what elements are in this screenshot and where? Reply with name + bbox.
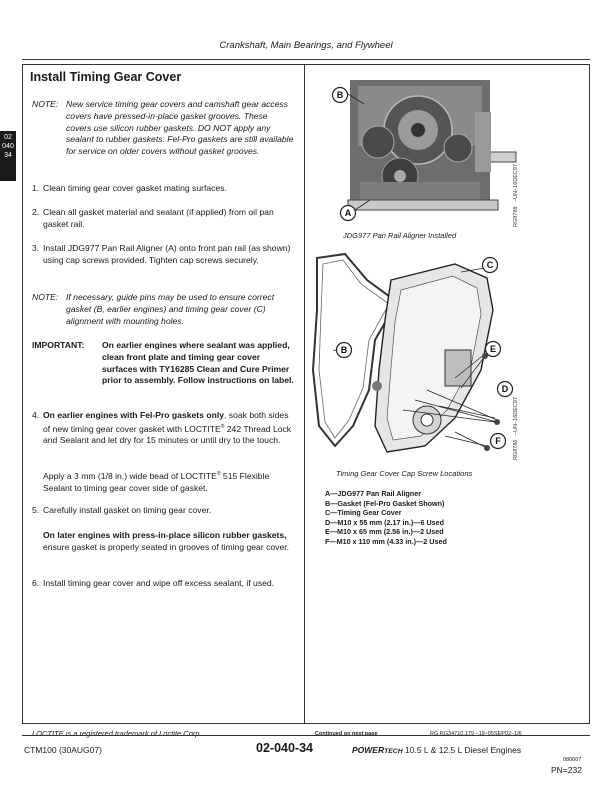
step-5-sub-bold: On later engines with press-in-place silicon rubber gaskets,: [43, 530, 287, 540]
step-number: 2.: [32, 207, 40, 217]
callout-label: A: [344, 208, 352, 219]
figure1-code-un: –UN–16DEC97: [513, 163, 519, 202]
figure2-code-un: –UN–16DEC97: [513, 396, 519, 435]
step-4-text-b: 242 Thread Lock and Sealant and let dry for 15 minutes or until dry to the touch.: [43, 423, 292, 446]
step-5: [32, 505, 294, 517]
step-text: Install timing gear cover and wipe off excess sealant, if used.: [43, 578, 275, 588]
page-number: 02-040-34: [256, 741, 313, 755]
callout-label: B: [340, 345, 348, 356]
legend-item-f: F—M10 x 110 mm (4.33 in.)—2 Used: [325, 536, 447, 546]
callout-b-figure1: [330, 86, 354, 110]
step-number: 3.: [32, 243, 40, 253]
step-number: 4.: [32, 410, 40, 420]
header-rule: [22, 59, 590, 60]
step-text: Clean all gasket material and sealant (if applied) from oil pan gasket rail.: [43, 207, 274, 229]
figure1-code: [513, 164, 519, 227]
figure1-code-id: RG9788: [513, 206, 519, 227]
trademark-footnote: LOCTITE is a registered trademark of Loctite Corp.: [32, 729, 202, 738]
section-tab-line1: 02: [4, 134, 12, 141]
section-tab-line3: 34: [4, 152, 12, 159]
legend-item-e: E—M10 x 65 mm (2.56 in.)—2 Used: [325, 527, 444, 537]
step-2: [32, 207, 294, 231]
product-line: [352, 745, 521, 755]
reference-code: RG,RG34710,179 –19–05SEP02–1/6: [430, 731, 522, 737]
figure2-code-id: RG9786: [513, 439, 519, 460]
callout-a-figure1: [338, 203, 362, 227]
continued-notice: Continued on next page: [315, 731, 378, 737]
section-tab: [0, 131, 16, 181]
step-4-bold: On earlier engines with Fel-Pro gaskets only: [43, 410, 224, 420]
step-text: Install JDG977 Pan Rail Aligner (A) onto front pan rail (as shown) using cap screws provided. Tighten cap screws securely.: [43, 243, 291, 265]
callout-f: [489, 432, 509, 452]
step-4-sub-b: 515 Flexible Sealant to timing gear cover side of gasket.: [43, 470, 270, 493]
legend-item-a: A—JDG977 Pan Rail Aligner: [325, 489, 421, 498]
step-5-sub-text: ensure gasket is properly seated in grooves of timing gear cover.: [43, 541, 290, 552]
section-tab-line2: 040: [2, 143, 14, 150]
running-header: Crankshaft, Main Bearings, and Flywheel: [219, 40, 393, 51]
callout-label: C: [486, 260, 494, 271]
note-text: If necessary, guide pins may be used to ensure correct gasket (B, earlier engines) and timing gear cover (C) alignment with mounting holes.: [66, 292, 275, 326]
step-4-sub-a: Apply a 3 mm (1/8 in.) wide bead of LOCTITE: [43, 470, 217, 481]
registered-mark: ®: [216, 471, 221, 477]
note-text: New service timing gear covers and camshaft gear access covers have pressed-in-place gasket grooves. These covers use silicon rubber gaskets. DO NOT apply any sealant to rubber gaskets. Fel-Pro gaskets are still available for service on older covers without gasket grooves.: [66, 99, 294, 157]
brand-tech: TECH: [384, 748, 403, 755]
figure-legend: [325, 489, 447, 547]
brand-power: POWER: [352, 745, 385, 755]
callout-e: [484, 340, 504, 360]
important-text: On earlier engines where sealant was applied, clean front plate and timing gear cover surfaces with TY16285 Clean and Cure Primer prior to assembly. Follow instructions on label.: [102, 340, 294, 386]
step-text: [32, 410, 294, 447]
footer-rule: [22, 735, 590, 736]
figure1-caption: JDG977 Pan Rail Aligner Installed: [343, 231, 457, 240]
callout-b-figure2: [335, 341, 355, 361]
note-label: NOTE:: [32, 292, 59, 302]
note-block-1: [32, 99, 294, 158]
step-text: Carefully install gasket on timing gear cover.: [43, 505, 212, 515]
step-number: 6.: [32, 578, 40, 588]
callout-label: B: [336, 90, 344, 101]
note-block-2: [32, 292, 294, 327]
important-label: IMPORTANT:: [32, 340, 85, 350]
step-5-sub: [43, 530, 293, 554]
step-4: [32, 410, 294, 447]
step-number: 1.: [32, 183, 40, 193]
important-block: [32, 340, 294, 387]
section-title: Install Timing Gear Cover: [30, 70, 182, 84]
manual-id: CTM100 (30AUG07): [24, 745, 102, 755]
step-text: Clean timing gear cover gasket mating surfaces.: [43, 183, 227, 193]
print-code: 080607: [563, 757, 582, 763]
legend-item-c: C—Timing Gear Cover: [325, 508, 402, 518]
legend-item-b: B—Gasket (Fel-Pro Gasket Shown): [325, 498, 445, 508]
timing-gear-cover-figure: [305, 250, 515, 472]
step-4-sub: [43, 469, 293, 494]
step-1: [32, 183, 294, 195]
step-number: 5.: [32, 505, 40, 515]
note-label: NOTE:: [32, 99, 59, 109]
step-3: [32, 243, 294, 267]
pn-number: PN=232: [551, 765, 582, 775]
figure2-caption: Timing Gear Cover Cap Screw Locations: [336, 469, 473, 478]
callout-label: E: [489, 344, 497, 355]
step-4-text-a: , soak both sides of new timing gear cover gasket with LOCTITE: [43, 410, 289, 434]
step-6: [32, 578, 294, 590]
engine-description: 10.5 L & 12.5 L Diesel Engines: [402, 745, 522, 755]
callout-label: D: [501, 384, 509, 395]
callout-c: [481, 256, 501, 276]
legend-item-d: D—M10 x 55 mm (2.17 in.)—6 Used: [325, 517, 445, 527]
registered-mark: ®: [220, 423, 225, 430]
callout-label: F: [495, 436, 501, 447]
figure2-code: [513, 397, 519, 460]
